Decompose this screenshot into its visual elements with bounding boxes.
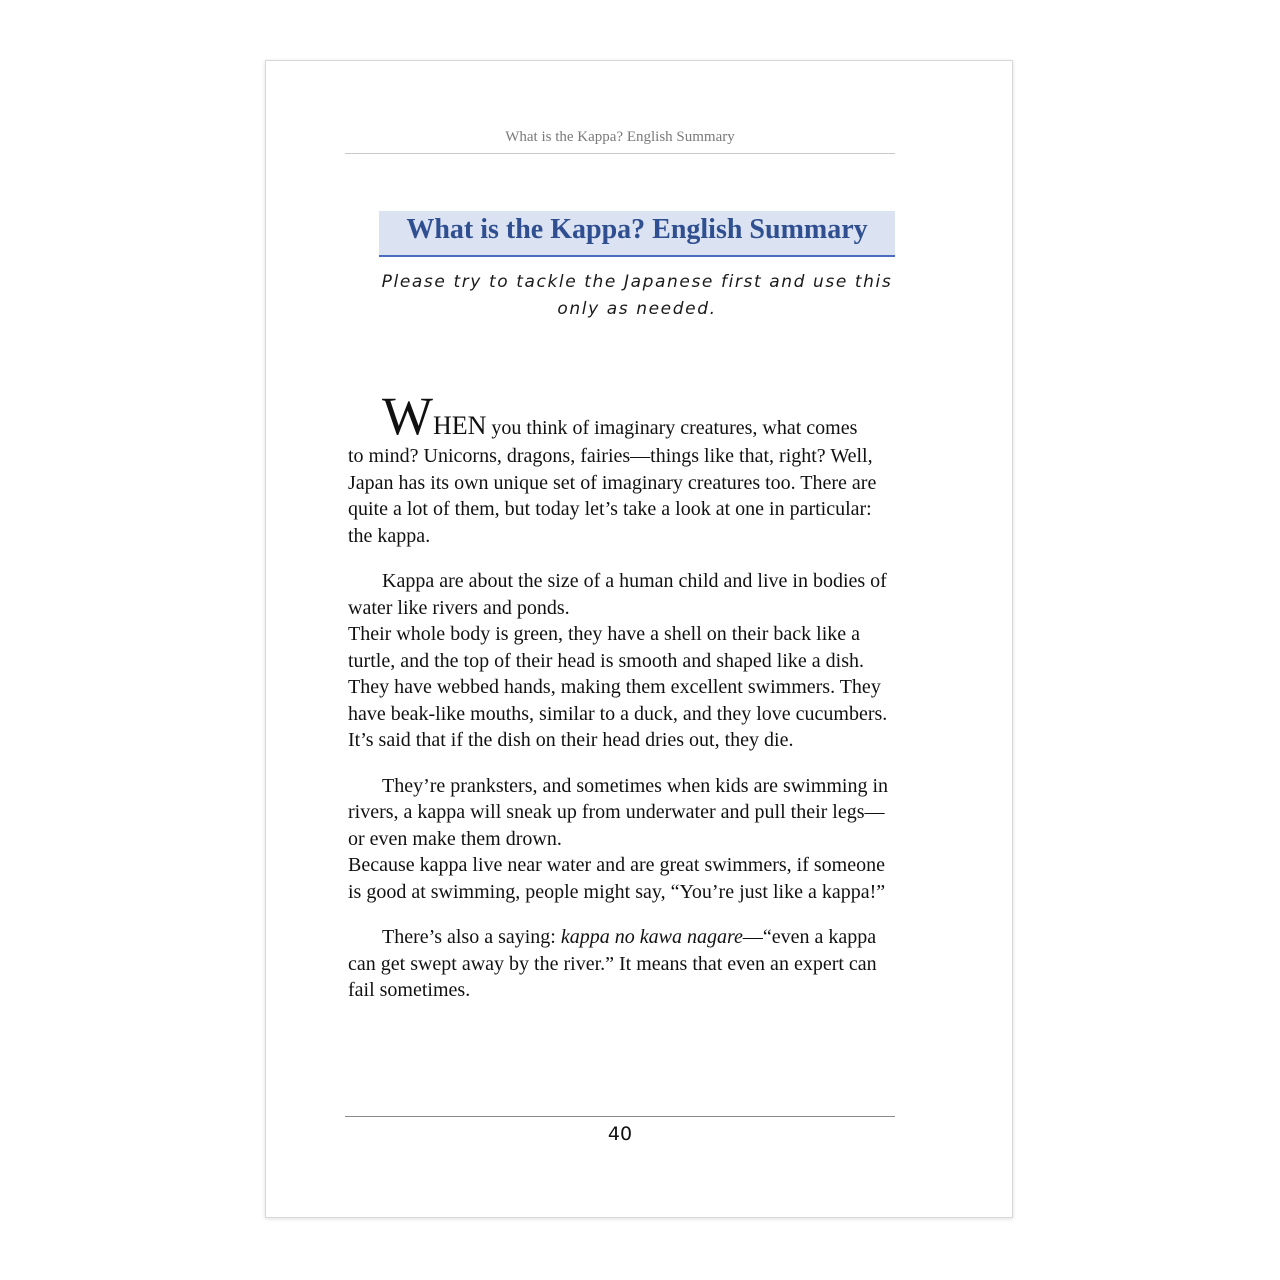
paragraph-2-text-a: Kappa are about the size of a human child and live in bodies of water like rivers and ponds. <box>348 570 887 619</box>
page-number: 40 <box>607 1123 633 1145</box>
footer-divider <box>345 1116 895 1117</box>
small-caps-text: HEN <box>432 411 487 440</box>
header-divider <box>345 153 895 154</box>
paragraph-2 <box>348 568 893 754</box>
chapter-subtitle: Please try to tackle the Japanese first and use this only as needed. <box>381 272 893 319</box>
drop-cap: W <box>382 386 433 446</box>
paragraph-4 <box>348 924 893 1004</box>
paragraph-1 <box>348 386 893 549</box>
paragraph-3-text-b: Because kappa live near water and are great swimmers, if someone is good at swimming, people might say, “You’re just like a kappa!” <box>348 854 886 903</box>
japanese-saying: kappa no kawa nagare <box>560 926 743 948</box>
paragraph-1-line1: you think of imaginary creatures, what comes <box>486 417 858 439</box>
book-page <box>265 60 1013 1218</box>
paragraph-4-suffix: —“even a kappa can get swept away by the river.” It means that even an expert can fail sometimes. <box>348 926 877 1001</box>
body-text <box>348 386 893 1023</box>
chapter-title: What is the Kappa? English Summary <box>379 211 895 257</box>
paragraph-3 <box>348 773 893 906</box>
running-header: What is the Kappa? English Summary <box>505 129 735 145</box>
paragraph-4-prefix: There’s also a saying: <box>382 926 561 948</box>
paragraph-3-text-a: They’re pranksters, and sometimes when kids are swimming in rivers, a kappa will sneak up from underwater and pull their legs—or even make them drown. <box>348 774 888 850</box>
paragraph-1-text: to mind? Unicorns, dragons, fairies—things like that, right? Well, Japan has its own unique set of imaginary creatures too. There are quite a lot of them, but today let’s take a look at one in particular: the kappa. <box>348 445 877 547</box>
paragraph-2-text-b: Their whole body is green, they have a shell on their back like a turtle, and the top of their head is smooth and shaped like a dish. They have webbed hands, making them excellent swimmers. They have beak-like mouths, similar to a duck, and they love cucumbers. It’s said that if the dish on their head dries out, they die. <box>348 623 888 751</box>
